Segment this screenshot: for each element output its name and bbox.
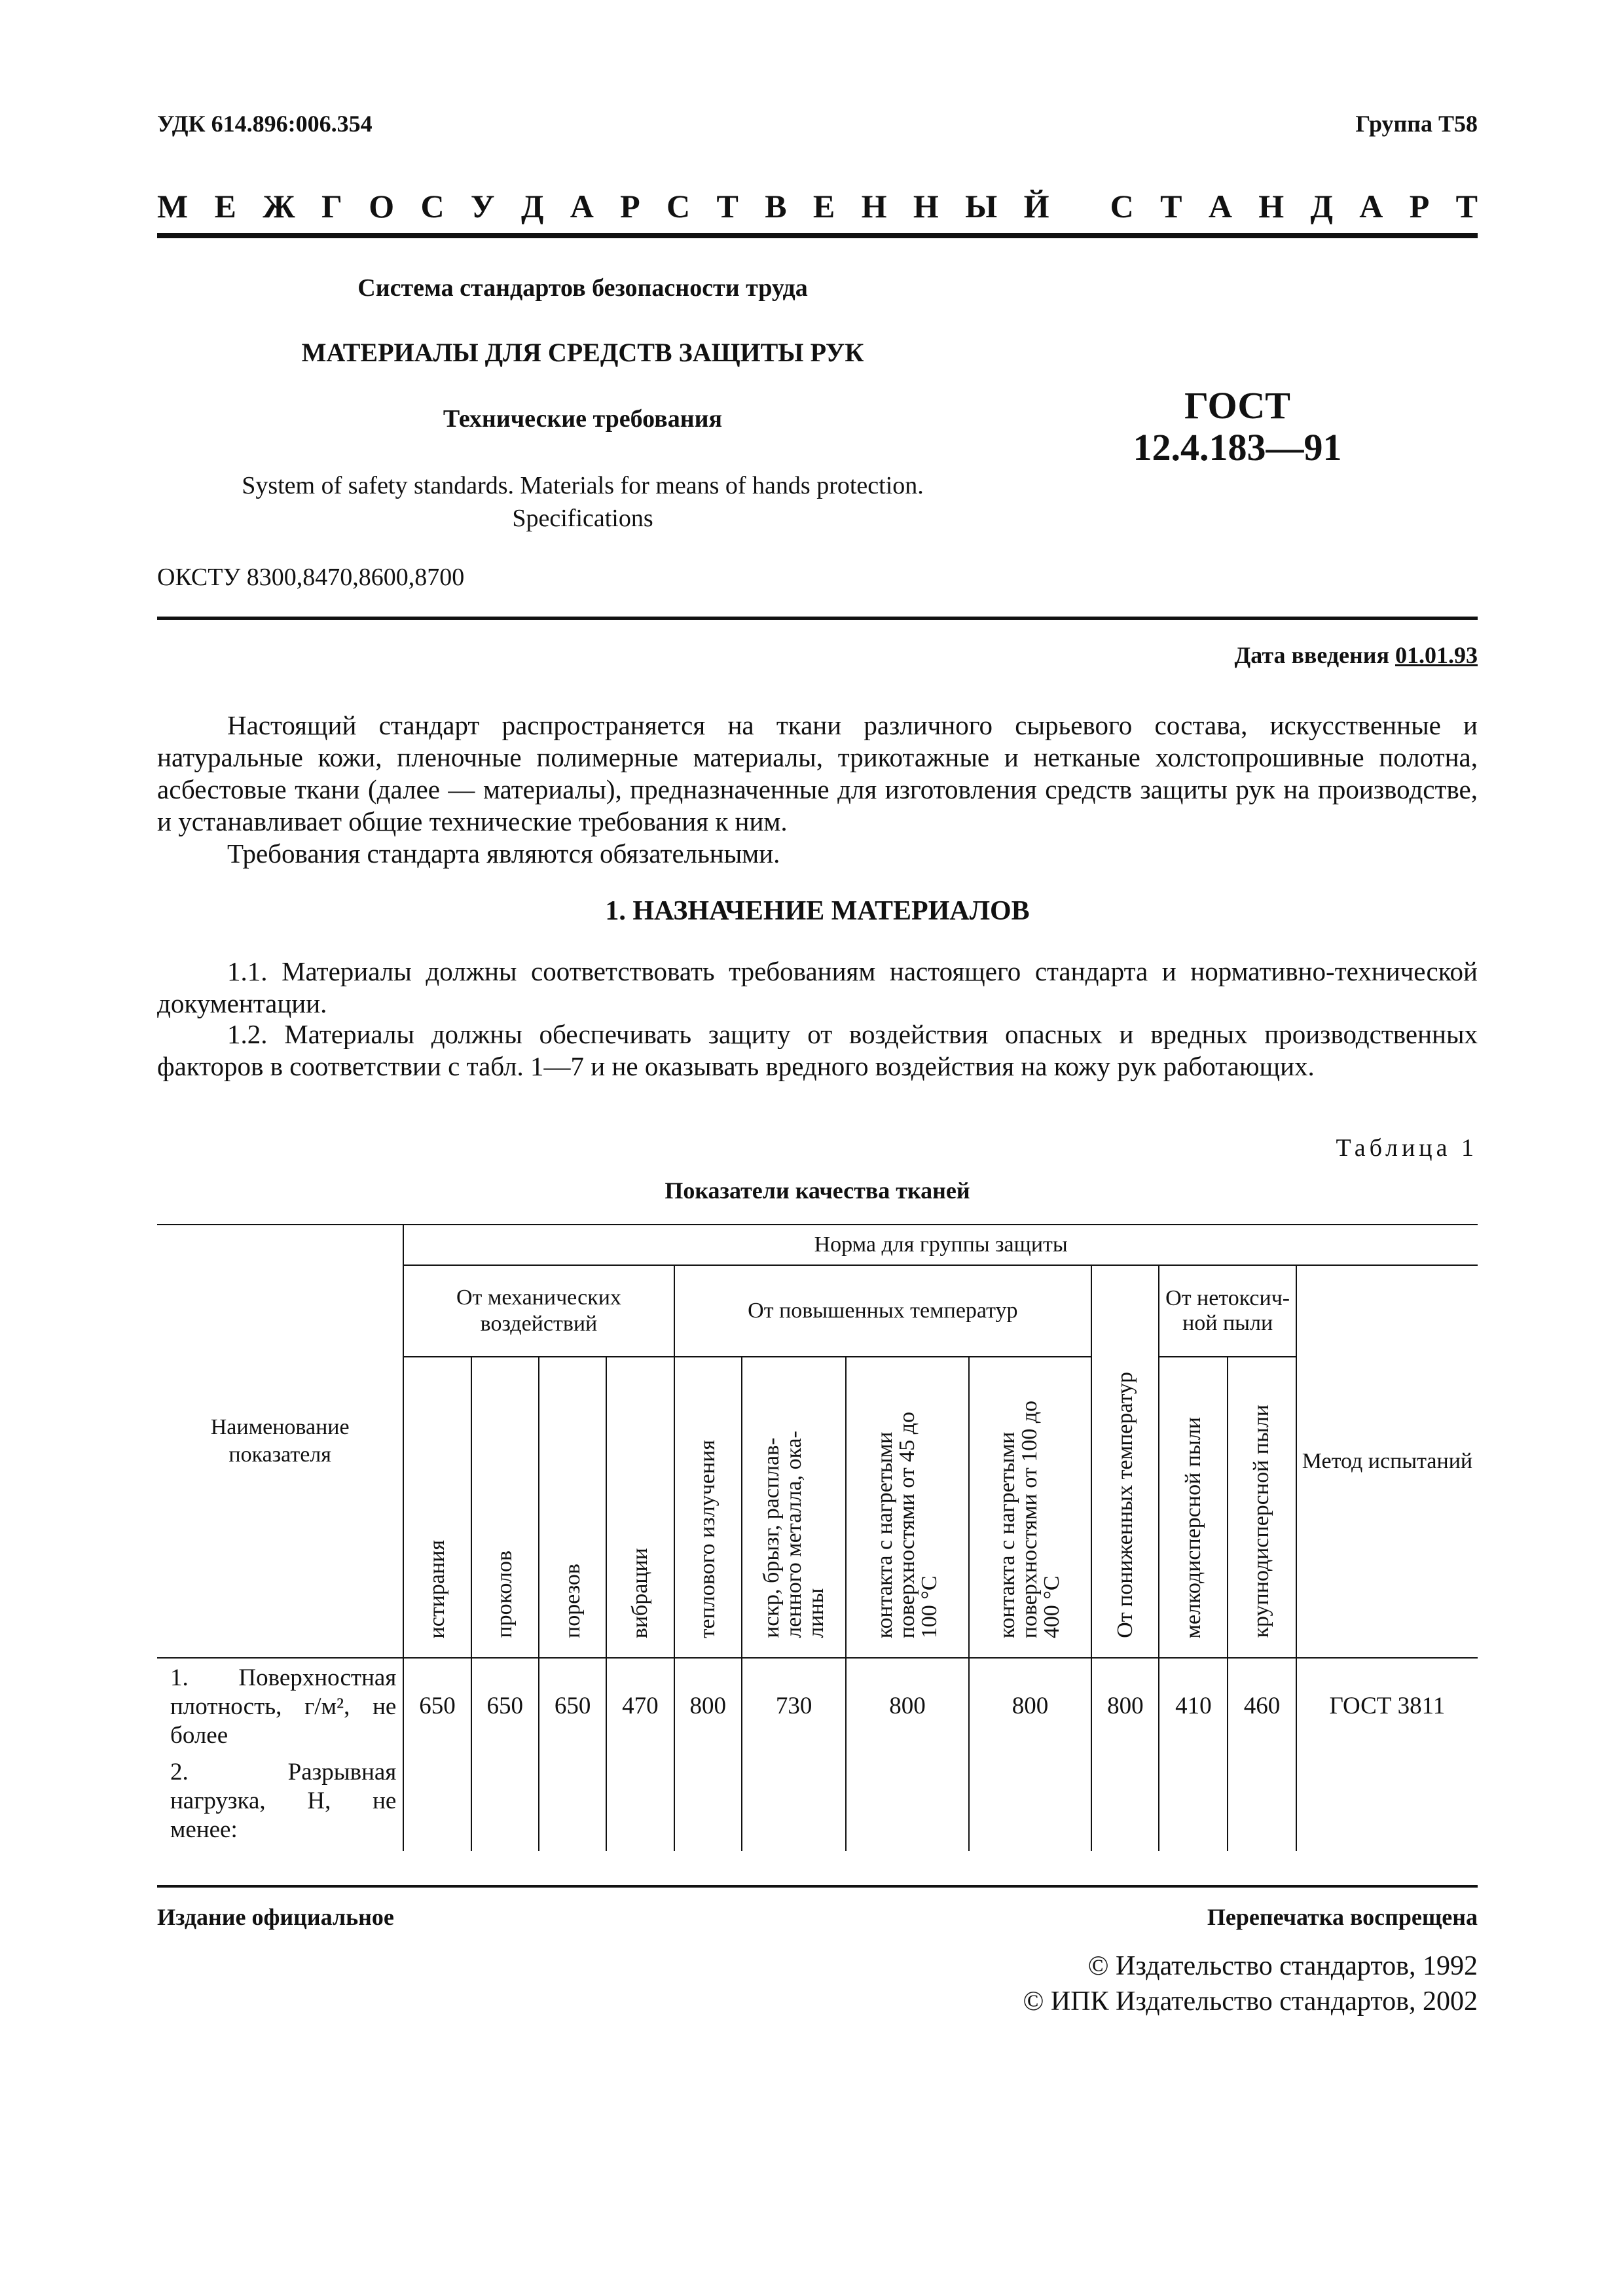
gost-label: ГОСТ bbox=[1184, 384, 1290, 427]
table-row bbox=[157, 1753, 1478, 1851]
intro-paragraph: Настоящий стандарт распространяется на ткани различного сырьевого состава, искусственные и натуральные кожи, пленочные полимерные материалы, трикотажные и нетканые холстопрошивные полотна, асбестовые ткани (далее — материалы), предназначенные для изготовления средств защиты рук на производстве, и устанавливает общие технические требования к ним. bbox=[157, 710, 1478, 836]
paragraph-1-2: 1.2. Материалы должны обеспечивать защиту от воздействия опасных и вредных производственных факторов в соответствии с табл. 1—7 и не оказывать вредного воздействия на кожу рук работающих. bbox=[157, 1019, 1478, 1081]
quality-table bbox=[157, 1224, 1478, 1851]
table-cell bbox=[742, 1753, 846, 1851]
table-cell bbox=[1228, 1753, 1296, 1851]
subcol-cuts: порезов bbox=[539, 1357, 606, 1658]
reprint-prohibited: Перепечатка воспрещена bbox=[1207, 1904, 1478, 1930]
norm-header: Норма для группы защиты bbox=[403, 1225, 1478, 1265]
subcol-heat-radiation: теплового излучения bbox=[674, 1357, 742, 1658]
table-cell: 650 bbox=[403, 1658, 471, 1753]
table-cell bbox=[471, 1753, 539, 1851]
group-code: Группа Т58 bbox=[1355, 111, 1478, 137]
subcol-fine-dust: мелкодисперсной пыли bbox=[1159, 1357, 1228, 1658]
table-cell bbox=[1091, 1753, 1159, 1851]
date-label: Дата введения bbox=[1234, 642, 1389, 668]
method-cell bbox=[1296, 1753, 1478, 1851]
english-title-line1: System of safety standards. Materials for means of hands protection. bbox=[242, 472, 924, 499]
table-header-row-1 bbox=[157, 1225, 1478, 1265]
table-cell bbox=[403, 1753, 471, 1851]
table-cell: 800 bbox=[969, 1658, 1091, 1753]
table-cell bbox=[539, 1753, 606, 1851]
document-title: МАТЕРИАЛЫ ДЛЯ СРЕДСТВ ЗАЩИТЫ РУК bbox=[301, 338, 864, 367]
table-cell: 470 bbox=[606, 1658, 674, 1753]
subcol-sparks: искр, брызг, расплав- ленного металла, ока- лины bbox=[742, 1357, 846, 1658]
subcol-punctures: проколов bbox=[471, 1357, 539, 1658]
mandatory-paragraph: Требования стандарта являются обязательными. bbox=[227, 838, 780, 869]
date-value: 01.01.93 bbox=[1395, 642, 1478, 668]
row-name: 1. Поверхностная плотность, г/м², не более bbox=[157, 1658, 403, 1753]
method-cell: ГОСТ 3811 bbox=[1296, 1658, 1478, 1753]
table-cell: 460 bbox=[1228, 1658, 1296, 1753]
table-cell bbox=[969, 1753, 1091, 1851]
method-header: Метод испытаний bbox=[1296, 1265, 1478, 1658]
english-title-line2: Specifications bbox=[512, 505, 653, 532]
copyright-2002: © ИПК Издательство стандартов, 2002 bbox=[1023, 1986, 1478, 2017]
subcol-contact-45-100: контакта с нагретыми поверхностями от 45 до 100 °С bbox=[846, 1357, 968, 1658]
subcol-coarse-dust: крупнодисперсной пыли bbox=[1228, 1357, 1296, 1658]
interstate-standard-heading: М Е Ж Г О С У Д А Р С Т В Е Н Н Ы Й С Т А Н Д А Р Т bbox=[157, 188, 1478, 224]
table-row bbox=[157, 1658, 1478, 1753]
group-low-temp: От пониженных температур bbox=[1091, 1265, 1159, 1658]
paragraph-1-1: 1.1. Материалы должны соответствовать требованиям настоящего стандарта и нормативно-технической документации. bbox=[157, 956, 1478, 1018]
official-edition: Издание официальное bbox=[157, 1904, 394, 1930]
table-cell: 650 bbox=[471, 1658, 539, 1753]
table-cell: 650 bbox=[539, 1658, 606, 1753]
title-block-rule bbox=[157, 617, 1478, 620]
group-dust: От нетоксич-ной пыли bbox=[1159, 1265, 1296, 1357]
group-mechanical: От механических воздействий bbox=[403, 1265, 674, 1357]
table-cell bbox=[846, 1753, 968, 1851]
subcol-abrasion: истирания bbox=[403, 1357, 471, 1658]
header-rule bbox=[157, 233, 1478, 238]
table-cell: 730 bbox=[742, 1658, 846, 1753]
table-cell bbox=[674, 1753, 742, 1851]
footer-rule bbox=[157, 1885, 1478, 1888]
table-title: Показатели качества тканей bbox=[665, 1177, 970, 1204]
copyright-1992: © Издательство стандартов, 1992 bbox=[1087, 1951, 1478, 1981]
introduction-date bbox=[1235, 641, 1478, 669]
table-cell bbox=[606, 1753, 674, 1851]
table-cell: 800 bbox=[1091, 1658, 1159, 1753]
col-name-header: Наименование показателя bbox=[157, 1225, 403, 1658]
udk-code: УДК 614.896:006.354 bbox=[157, 111, 373, 137]
table-cell: 800 bbox=[674, 1658, 742, 1753]
gost-designation bbox=[1080, 385, 1395, 469]
section-1-heading: 1. НАЗНАЧЕНИЕ МАТЕРИАЛОВ bbox=[605, 896, 1030, 926]
table-cell: 800 bbox=[846, 1658, 968, 1753]
subcol-vibration: вибрации bbox=[606, 1357, 674, 1658]
row-name: 2. Разрывная нагрузка, Н, не менее: bbox=[157, 1753, 403, 1851]
system-title: Система стандартов безопасности труда bbox=[357, 274, 808, 302]
group-high-temp: От повышенных температур bbox=[674, 1265, 1092, 1357]
okstu-codes: ОКСТУ 8300,8470,8600,8700 bbox=[157, 564, 465, 591]
gost-number: 12.4.183—91 bbox=[1133, 426, 1342, 469]
table-cell: 410 bbox=[1159, 1658, 1228, 1753]
subcol-contact-100-400: контакта с нагретыми поверхностями от 100 до 400 °С bbox=[969, 1357, 1091, 1658]
table-cell bbox=[1159, 1753, 1228, 1851]
document-subtitle: Технические требования bbox=[443, 405, 723, 433]
table-number: Таблица 1 bbox=[1336, 1134, 1478, 1162]
